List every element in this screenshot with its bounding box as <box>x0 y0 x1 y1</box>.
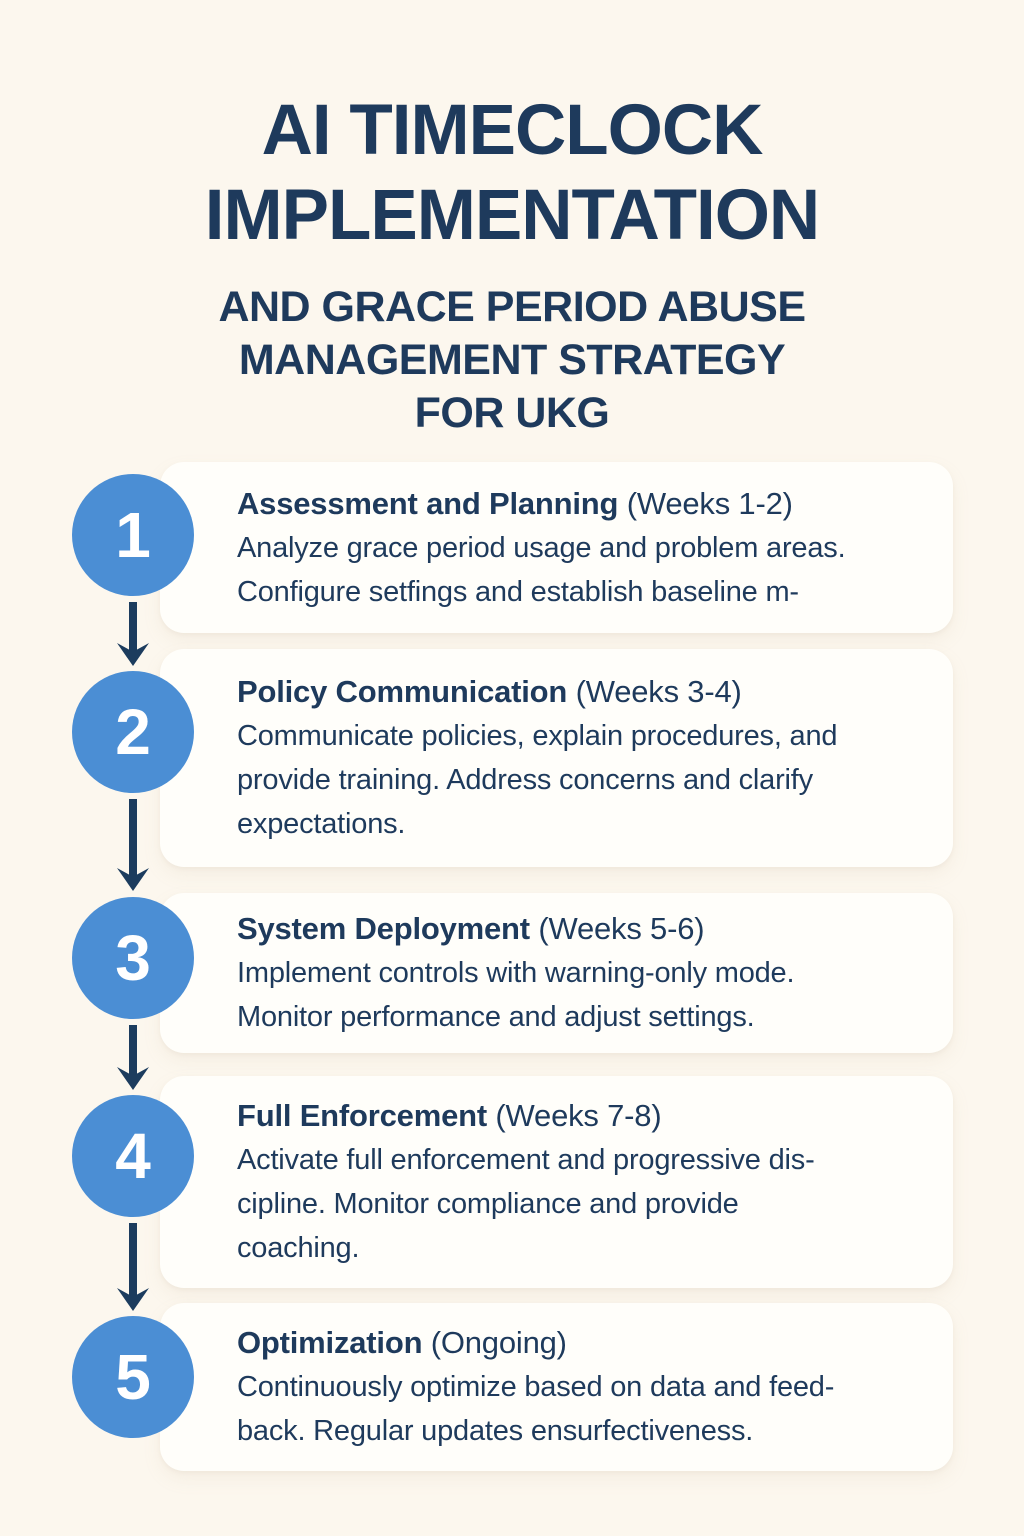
step-description <box>237 714 919 846</box>
step-description <box>237 1138 919 1270</box>
step-number-badge <box>72 671 194 793</box>
description-line: Continuously optimize based on data and feed- <box>237 1371 835 1403</box>
description-line: cipline. Monitor compliance and provide <box>237 1188 739 1220</box>
step-heading <box>237 1094 919 1138</box>
step-title: System Deployment <box>237 911 530 946</box>
description-line: Activate full enforcement and progressive dis- <box>237 1144 815 1176</box>
page-title-line1: AI TIMECLOCK <box>261 91 763 170</box>
step-number-badge <box>72 897 194 1019</box>
step-title: Optimization <box>237 1325 423 1360</box>
step-timeframe: (Weeks 1-2) <box>618 485 793 521</box>
description-line: back. Regular updates ensurfectiveness. <box>237 1415 754 1447</box>
step-description <box>237 951 919 1039</box>
step-number-badge <box>72 1095 194 1217</box>
page-title-line2: IMPLEMENTATION <box>204 176 820 255</box>
arrow-down-icon <box>117 799 149 891</box>
step-heading <box>237 907 919 951</box>
step-number-badge <box>72 1316 194 1438</box>
step-description <box>237 526 919 614</box>
step-timeframe: (Weeks 5-6) <box>529 911 705 946</box>
page-subtitle-line3: FOR UKG <box>414 389 610 437</box>
step-heading <box>237 482 919 526</box>
step-card <box>160 1303 953 1471</box>
step-heading <box>237 1321 919 1365</box>
description-line: Analyze grace period usage and problem areas. <box>237 531 846 564</box>
step-card <box>160 649 953 867</box>
description-line: coaching. <box>237 1232 360 1264</box>
step-number: 4 <box>115 1120 151 1192</box>
description-line: expectations. <box>237 808 406 840</box>
step-number: 2 <box>115 696 151 768</box>
step-title: Assessment and Planning <box>237 485 619 521</box>
description-line: Communicate policies, explain procedures, and <box>237 720 838 752</box>
arrow-down-icon <box>117 1223 149 1311</box>
step-timeframe: (Weeks 3-4) <box>567 674 742 709</box>
description-line: provide training. Address concerns and clarify <box>237 764 813 796</box>
arrow-line <box>129 1223 137 1297</box>
arrow-down-icon <box>117 602 149 666</box>
description-line: Configure setfings and establish baseline m- <box>237 575 799 608</box>
arrow-line <box>129 799 137 877</box>
step-description <box>237 1365 919 1453</box>
description-line: Implement controls with warning-only mode. <box>237 957 795 989</box>
arrow-line <box>129 602 137 652</box>
step-timeframe: (Weeks 7-8) <box>487 1098 662 1133</box>
step-title: Full Enforcement <box>237 1098 487 1133</box>
step-card <box>160 893 953 1053</box>
page-subtitle-line1: AND GRACE PERIOD ABUSE <box>218 283 806 331</box>
step-number: 5 <box>115 1341 151 1413</box>
page-subtitle-line2: MANAGEMENT STRATEGY <box>238 336 786 384</box>
step-card <box>160 1076 953 1288</box>
arrow-down-icon <box>117 1025 149 1090</box>
step-title: Policy Communication <box>237 674 568 709</box>
description-line: Monitor performance and adjust settings. <box>237 1001 755 1033</box>
step-timeframe: (Ongoing) <box>422 1325 567 1360</box>
step-number-badge <box>72 474 194 596</box>
step-number: 3 <box>115 922 151 994</box>
step-heading <box>237 670 919 714</box>
arrow-line <box>129 1025 137 1076</box>
step-number: 1 <box>115 499 151 571</box>
step-card <box>160 462 953 633</box>
